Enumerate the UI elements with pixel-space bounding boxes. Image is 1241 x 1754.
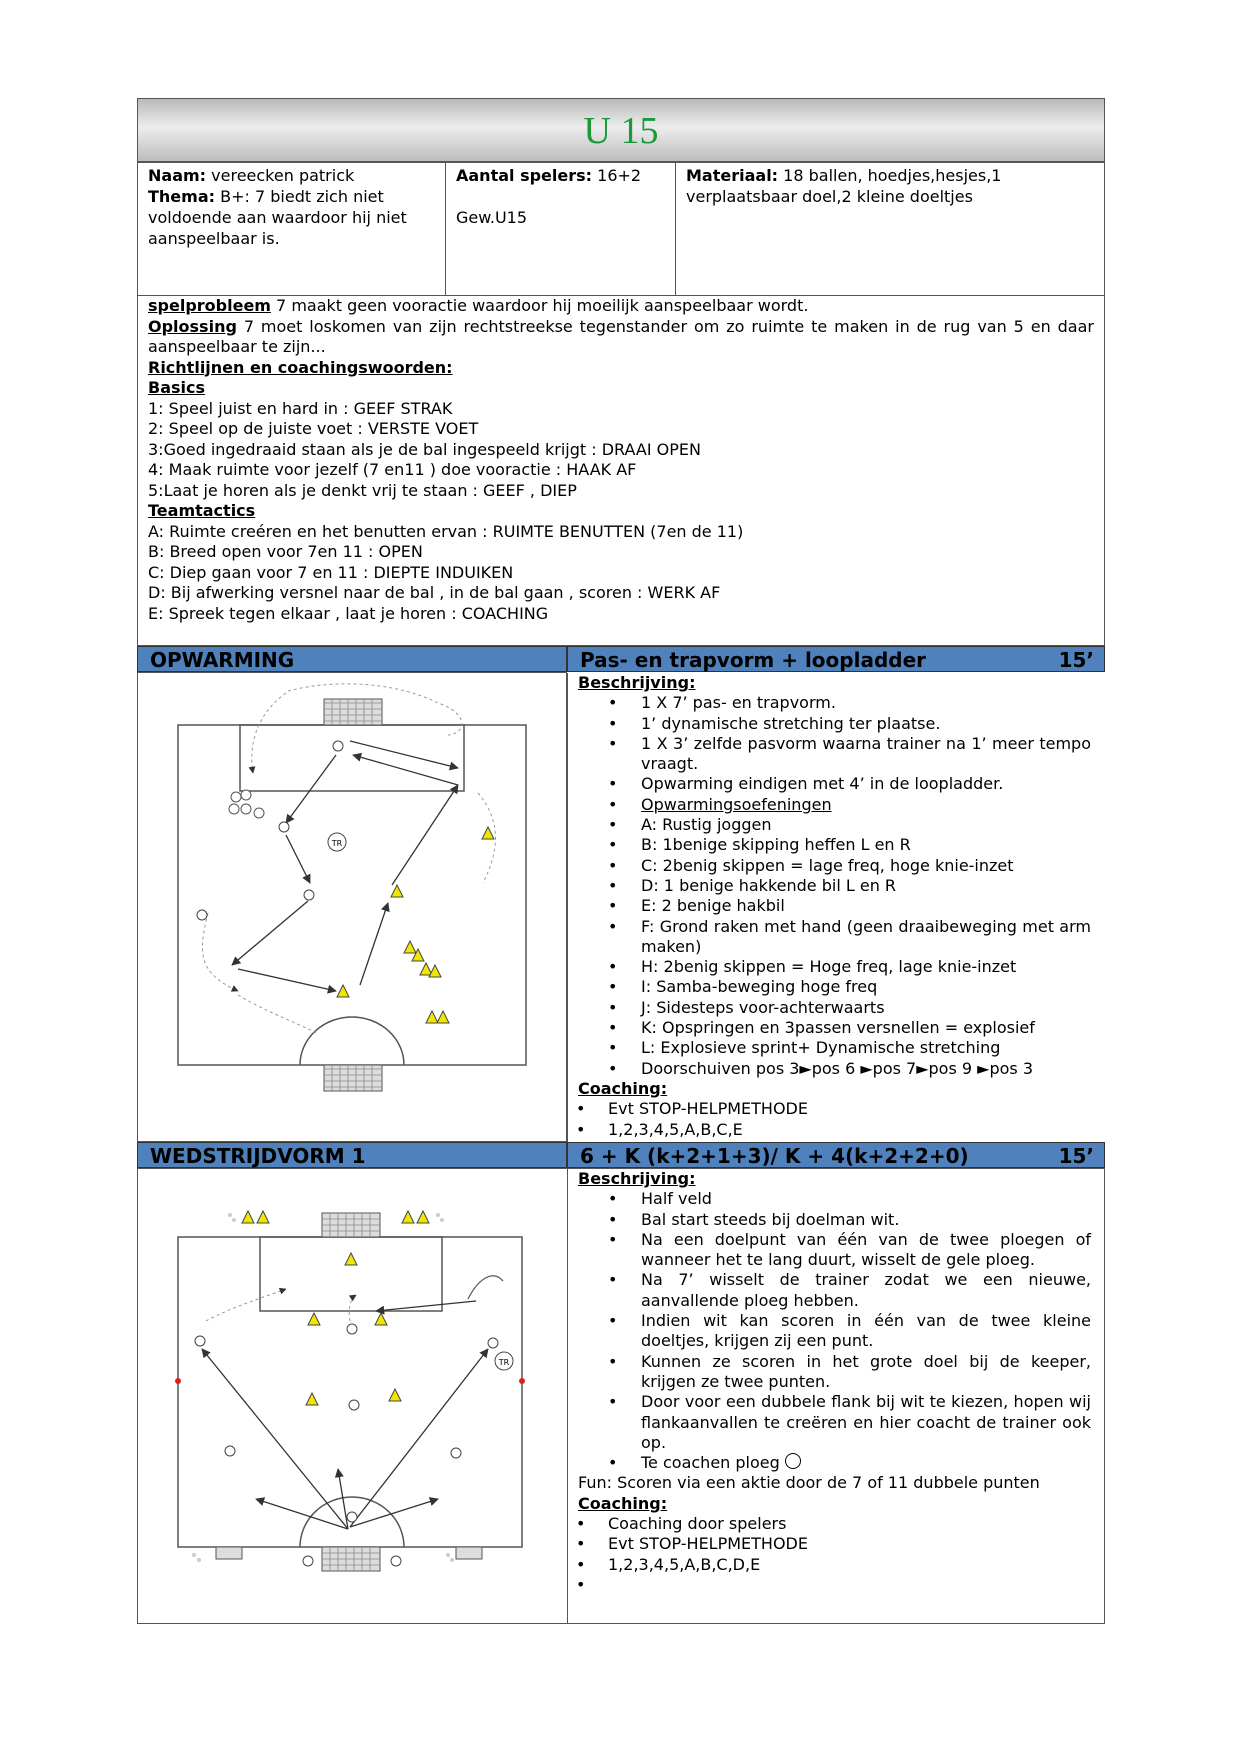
warmup-beschrijving-heading: Beschrijving: — [578, 673, 696, 692]
penalty-box-top — [240, 725, 464, 791]
basics-item: 3:Goed ingedraaid staan als je de bal ingespeeld krijgt : DRAAI OPEN — [148, 439, 701, 459]
oplossing-text: 7 moet loskomen van zijn rechtstreekse tegenstander om zo ruimte te maken in de rug van 5 en daar aanspeelbaar te zijn... — [148, 316, 1094, 356]
trainer-label: TR — [331, 839, 343, 848]
warmup-item: • F: Grond raken met hand (geen draaibeweging met arm maken) — [568, 917, 1091, 958]
match-coaching-item: • 1,2,3,4,5,A,B,C,D,E — [568, 1555, 1091, 1575]
warmup-description — [568, 673, 1091, 1140]
ball-clusters — [192, 1213, 454, 1562]
info-players-cell — [446, 163, 676, 295]
warmup-coaching-item: • 1,2,3,4,5,A,B,C,E — [568, 1120, 1091, 1140]
naam-value: vereecken patrick — [211, 166, 355, 185]
materiaal-value: 18 ballen, hoedjes,hesjes,1 verplaatsbaar doel,2 kleine doeltjes — [686, 166, 1002, 206]
richtlijnen-heading: Richtlijnen en coachingswoorden: — [148, 357, 453, 377]
match-item: • Na een doelpunt van één van de twee ploegen of wanneer het te lang duurt, wisselt de gele ploeg. — [568, 1230, 1091, 1271]
warmup-coaching-heading: Coaching: — [578, 1078, 668, 1098]
warmup-coaching-item: • Evt STOP-HELPMETHODE — [568, 1099, 1091, 1119]
match-coaching-item: • Coaching door spelers — [568, 1514, 1091, 1534]
match-item: • Bal start steeds bij doelman wit. — [568, 1210, 1091, 1230]
warmup-item: • E: 2 benige hakbil — [568, 896, 1091, 916]
spelprobleem-text: 7 maakt geen vooractie waardoor hij moeilijk aanspeelbaar wordt. — [270, 296, 809, 315]
flank-marker-left — [175, 1378, 181, 1384]
warmup-item: • Opwarming eindigen met 4’ in de loopladder. — [568, 774, 1091, 794]
problem-section — [137, 296, 1105, 646]
match-item: • Half veld — [568, 1189, 1091, 1209]
warmup-header-right — [567, 646, 1105, 672]
warmup-item: • 1 X 7’ pas- en trapvorm. — [568, 693, 1091, 713]
warmup-item: • Doorschuiven pos 3►pos 6 ►pos 7►pos 9 ►pos 3 — [568, 1059, 1091, 1079]
spelers-label: Aantal spelers: — [456, 166, 593, 185]
basics-item: 1: Speel juist en hard in : GEEF STRAK — [148, 398, 453, 418]
match-beschrijving-heading: Beschrijving: — [578, 1169, 696, 1188]
teamtactics-item: E: Spreek tegen elkaar , laat je horen : COACHING — [148, 603, 549, 623]
title-bar — [137, 98, 1105, 162]
match-subtitle: 6 + K (k+2+1+3)/ K + 4(k+2+2+0) — [580, 1144, 969, 1168]
match-coaching-heading: Coaching: — [578, 1493, 668, 1513]
match-panel — [137, 1168, 1105, 1624]
match-field-diagram — [138, 1169, 566, 1623]
match-coaching-list — [568, 1514, 1091, 1595]
small-goal-right — [456, 1547, 482, 1559]
warmup-item: • I: Samba-beweging hoge freq — [568, 977, 1091, 997]
circle-icon — [785, 1453, 801, 1469]
match-item: • Na 7’ wisselt de trainer zodat we een nieuwe, aanvallende ploeg hebben. — [568, 1270, 1091, 1311]
match-coaching-item: • Evt STOP-HELPMETHODE — [568, 1534, 1091, 1554]
thema-label: Thema: — [148, 187, 216, 206]
info-table — [137, 162, 1105, 296]
match-fun-text: Fun: Scoren via een aktie door de 7 of 11 dubbele punten — [578, 1473, 1040, 1493]
match-title: WEDSTRIJDVORM 1 — [150, 1144, 366, 1168]
match-item: • Door voor een dubbele flank bij wit te kiezen, hopen wij flankaanvallen te creëren en hier coacht de trainer ook op. — [568, 1392, 1091, 1453]
match-item-coach-team: • Te coachen ploeg — [568, 1453, 1091, 1473]
gew-value: Gew.U15 — [456, 208, 528, 227]
basics-item: 5:Laat je horen als je denkt vrij te staan : GEEF , DIEP — [148, 480, 577, 500]
warmup-item: • C: 2benig skippen = lage freq, hoge knie-inzet — [568, 856, 1091, 876]
info-material-cell — [676, 163, 1104, 295]
warmup-item: • D: 1 benige hakkende bil L en R — [568, 876, 1091, 896]
pitch-outline — [178, 1237, 522, 1547]
warmup-duration: 15’ — [1058, 648, 1094, 672]
warmup-field-diagram — [138, 673, 566, 1141]
warmup-diagram-panel — [137, 672, 1091, 1142]
match-description — [568, 1169, 1091, 1595]
basics-item: 4: Maak ruimte voor jezelf (7 en11 ) doe vooractie : HAAK AF — [148, 460, 637, 479]
warmup-item: • H: 2benig skippen = Hoge freq, lage knie-inzet — [568, 957, 1091, 977]
warmup-item: • A: Rustig joggen — [568, 815, 1091, 835]
warmup-item: • J: Sidesteps voor-achterwaarts — [568, 998, 1091, 1018]
ball-group — [229, 790, 264, 818]
spelprobleem-label: spelprobleem — [148, 296, 271, 315]
teamtactics-item: A: Ruimte creéren en het benutten ervan : RUIMTE BENUTTEN (7en de 11) — [148, 521, 744, 541]
info-coach-cell — [138, 163, 446, 295]
yellow-players — [337, 827, 494, 1023]
teamtactics-item: B: Breed open voor 7en 11 : OPEN — [148, 542, 423, 561]
flank-marker-right — [519, 1378, 525, 1384]
match-header-right — [567, 1142, 1105, 1168]
match-duration: 15’ — [1058, 1144, 1094, 1168]
thema-value: B+: 7 biedt zich niet voldoende aan waardoor hij niet aanspeelbaar is. — [148, 187, 407, 248]
warmup-title: OPWARMING — [150, 648, 295, 672]
warmup-item: • L: Explosieve sprint+ Dynamische stretching — [568, 1038, 1091, 1058]
match-coaching-item — [568, 1575, 1091, 1595]
spelers-value: 16+2 — [597, 166, 642, 185]
match-header-left — [137, 1142, 567, 1168]
penalty-arc — [300, 1017, 404, 1065]
warmup-header-left — [137, 646, 567, 672]
warmup-item: • B: 1benige skipping heffen L en R — [568, 835, 1091, 855]
warmup-item: • K: Opspringen en 3passen versnellen = explosief — [568, 1018, 1091, 1038]
small-goal-left — [216, 1547, 242, 1559]
teamtactics-heading: Teamtactics — [148, 501, 256, 520]
basics-item: 2: Speel op de juiste voet : VERSTE VOET — [148, 419, 479, 438]
warmup-item: • Opwarmingsoefeningen — [568, 795, 1091, 815]
white-players — [195, 1324, 498, 1566]
penalty-box — [260, 1237, 442, 1311]
match-item: • Kunnen ze scoren in het grote doel bij de keeper, krijgen ze twee punten. — [568, 1352, 1091, 1393]
match-list — [568, 1189, 1091, 1473]
basics-heading: Basics — [148, 378, 206, 397]
warmup-subtitle: Pas- en trapvorm + loopladder — [580, 648, 927, 672]
oplossing-label: Oplossing — [148, 316, 237, 336]
page-title: U 15 — [583, 110, 659, 152]
white-players — [197, 741, 343, 920]
trainer-label: TR — [498, 1358, 510, 1367]
pitch-outline — [178, 725, 526, 1065]
warmup-item: • 1’ dynamische stretching ter plaatse. — [568, 714, 1091, 734]
naam-label: Naam: — [148, 166, 207, 185]
warmup-list — [568, 693, 1091, 1079]
warmup-coaching-list — [568, 1099, 1091, 1140]
teamtactics-item: C: Diep gaan voor 7 en 11 : DIEPTE INDUIKEN — [148, 562, 514, 582]
warmup-item: • 1 X 3’ zelfde pasvorm waarna trainer na 1’ meer tempo vraagt. — [568, 734, 1091, 775]
teamtactics-item: D: Bij afwerking versnel naar de bal , in de bal gaan , scoren : WERK AF — [148, 583, 721, 602]
materiaal-label: Materiaal: — [686, 166, 779, 185]
match-item: • Indien wit kan scoren in één van de twee kleine doeltjes, krijgen zij een punt. — [568, 1311, 1091, 1352]
